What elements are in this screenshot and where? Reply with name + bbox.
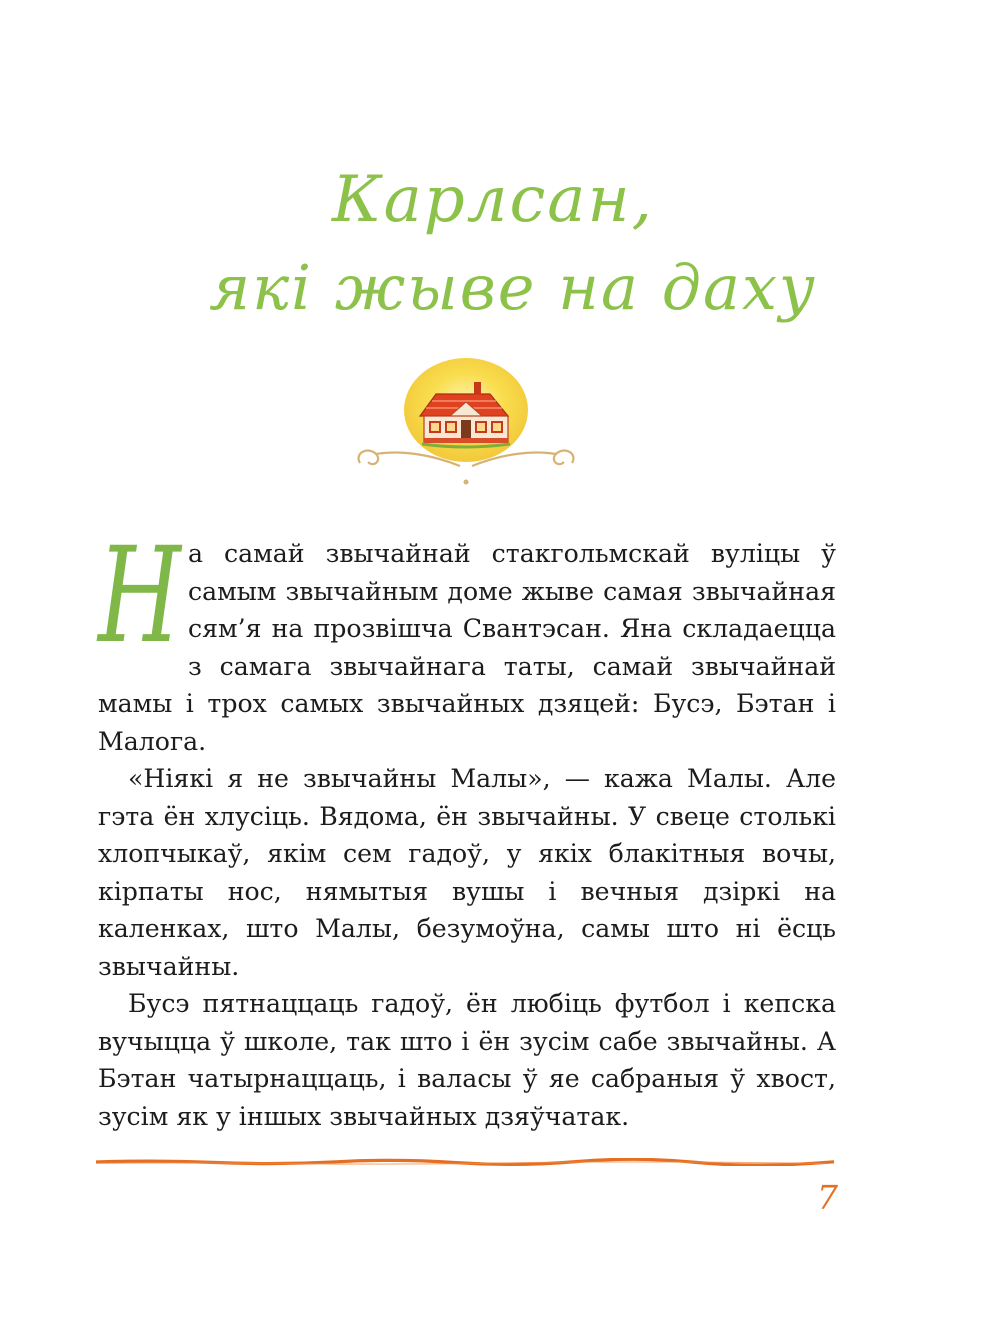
house-icon: [350, 358, 582, 488]
paragraph-3: Бусэ пятнаццаць гадоў, ён любіць футбол і кепска вучыцца ў школе, так што і ён зусім сабе звычайны. А Бэтан чатырнаццаць, і валасы ў яе сабраныя ў хвост, зусім як у іншых звычайных дзяўчатак.: [98, 989, 836, 1131]
paragraph-2: «Ніякі я не звычайны Малы», — кажа Малы. Але гэта ён хлусіць. Вядома, ён звычайны. У свеце столькі хлопчыкаў, якім сем гадоў, у якіх блакітныя вочы, кірпаты нос, нямытыя вушы і вечныя дзіркі на каленках, што Малы, безумоўна, самы што ні ёсць звычайны.: [98, 764, 836, 981]
body-text: [98, 519, 836, 1135]
paragraph-1: [98, 519, 836, 760]
page-number: 7: [817, 1178, 838, 1217]
drop-cap: Н: [98, 519, 181, 673]
chapter-title-line-2: які жыве на даху: [209, 251, 817, 324]
decorative-rule: [96, 1158, 834, 1166]
paragraph-1-text: а самай звычайнай стакгольмскай вуліцы ў самым звычайным доме жыве самая звычайная сям’я на прозвішча Свантэсан. Яна складаецца з самага звычайнага таты, самай звычайнай мамы і трох самых звычайных дзяцей: Бусэ, Бэтан і Малога.: [98, 539, 836, 756]
chapter-title-line-1: Карлсан,: [332, 163, 654, 237]
